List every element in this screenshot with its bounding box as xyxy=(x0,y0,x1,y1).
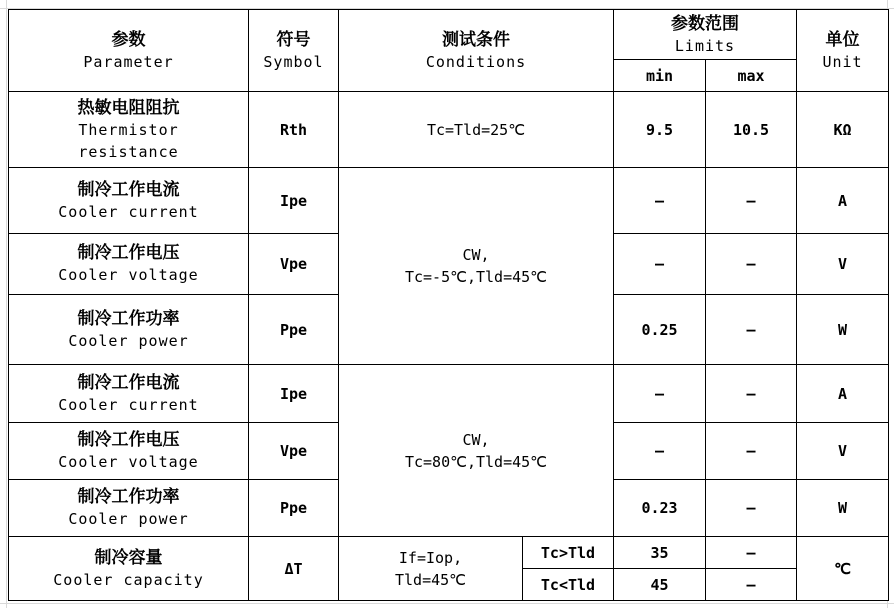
max-cell: – xyxy=(706,168,797,234)
header-parameter-zh: 参数 xyxy=(111,29,146,50)
header-unit xyxy=(797,10,889,92)
condition-line: CW, xyxy=(462,430,490,449)
min-cell: 0.25 xyxy=(614,295,706,365)
condition-cell xyxy=(339,365,614,537)
symbol-cell: Ppe xyxy=(249,295,339,365)
table-row xyxy=(9,365,889,423)
header-limits-en: Limits xyxy=(674,36,736,55)
condition-line: Tld=45℃ xyxy=(394,570,467,589)
max-cell: 10.5 xyxy=(706,92,797,168)
condition-cell xyxy=(339,168,614,365)
param-cell xyxy=(9,480,249,537)
min-cell: 45 xyxy=(614,569,706,601)
param-cell xyxy=(9,365,249,423)
header-max: max xyxy=(706,60,797,92)
header-symbol xyxy=(249,10,339,92)
max-cell: – xyxy=(706,234,797,295)
param-zh: 制冷工作电压 xyxy=(77,243,180,263)
param-cell xyxy=(9,92,249,168)
gridline xyxy=(6,0,7,608)
param-cell xyxy=(9,537,249,601)
subcondition-cell: Tc<Tld xyxy=(523,569,614,601)
header-row xyxy=(9,10,889,60)
param-zh: 热敏电阻阻抗 xyxy=(77,97,180,118)
symbol-cell: Ipe xyxy=(249,168,339,234)
unit-cell: W xyxy=(797,480,889,537)
param-cell xyxy=(9,423,249,480)
condition-line: CW, xyxy=(462,246,490,264)
param-en: Cooler voltage xyxy=(58,453,199,471)
condition-cell xyxy=(339,537,523,601)
table-row xyxy=(9,92,889,168)
max-cell: – xyxy=(706,480,797,537)
header-limits-zh: 参数范围 xyxy=(671,13,739,34)
table-row xyxy=(9,537,889,569)
param-zh: 制冷工作电流 xyxy=(77,179,180,200)
param-en: Thermistor xyxy=(78,120,179,139)
param-cell xyxy=(9,295,249,365)
unit-cell: A xyxy=(797,168,889,234)
unit-cell: KΩ xyxy=(797,92,889,168)
condition-line: If=Iop, xyxy=(398,548,463,567)
header-conditions-zh: 测试条件 xyxy=(442,29,510,50)
table-row xyxy=(9,168,889,234)
header-unit-zh: 单位 xyxy=(825,29,860,50)
subcondition-cell: Tc>Tld xyxy=(523,537,614,569)
max-cell: – xyxy=(706,295,797,365)
header-conditions-en: Conditions xyxy=(425,52,527,71)
param-zh: 制冷工作电压 xyxy=(77,430,180,450)
header-limits xyxy=(614,10,797,60)
min-cell: 0.23 xyxy=(614,480,706,537)
header-symbol-en: Symbol xyxy=(263,52,324,71)
header-parameter-en: Parameter xyxy=(83,52,174,71)
min-cell: 9.5 xyxy=(614,92,706,168)
specification-table xyxy=(8,9,889,601)
symbol-cell: Ppe xyxy=(249,480,339,537)
min-cell: – xyxy=(614,365,706,423)
unit-cell: ℃ xyxy=(797,537,889,601)
max-cell: – xyxy=(706,569,797,601)
symbol-cell: Vpe xyxy=(249,423,339,480)
header-min: min xyxy=(614,60,706,92)
unit-cell: V xyxy=(797,423,889,480)
param-zh: 制冷工作功率 xyxy=(77,308,180,329)
param-en: Cooler current xyxy=(58,395,199,414)
min-cell: 35 xyxy=(614,537,706,569)
param-en: resistance xyxy=(78,142,179,161)
param-en: Cooler voltage xyxy=(58,266,199,284)
param-zh: 制冷容量 xyxy=(94,547,163,568)
header-parameter xyxy=(9,10,249,92)
param-zh: 制冷工作电流 xyxy=(77,372,180,393)
param-en: Cooler power xyxy=(68,510,189,528)
max-cell: – xyxy=(706,423,797,480)
header-symbol-zh: 符号 xyxy=(276,29,311,50)
min-cell: – xyxy=(614,234,706,295)
condition-line: Tc=-5℃,Tld=45℃ xyxy=(404,268,548,286)
unit-cell: W xyxy=(797,295,889,365)
gridline xyxy=(0,603,894,604)
symbol-cell: Vpe xyxy=(249,234,339,295)
param-cell xyxy=(9,234,249,295)
symbol-cell: Ipe xyxy=(249,365,339,423)
param-en: Cooler capacity xyxy=(53,570,204,589)
min-cell: – xyxy=(614,168,706,234)
param-cell xyxy=(9,168,249,234)
param-zh: 制冷工作功率 xyxy=(77,487,180,507)
param-en: Cooler power xyxy=(68,331,189,350)
symbol-cell: ΔT xyxy=(249,537,339,601)
header-unit-en: Unit xyxy=(822,52,863,71)
min-cell: – xyxy=(614,423,706,480)
header-conditions xyxy=(339,10,614,92)
max-cell: – xyxy=(706,365,797,423)
condition-line: Tc=80℃,Tld=45℃ xyxy=(404,452,548,471)
max-cell: – xyxy=(706,537,797,569)
param-en: Cooler current xyxy=(58,202,199,221)
unit-cell: V xyxy=(797,234,889,295)
unit-cell: A xyxy=(797,365,889,423)
symbol-cell: Rth xyxy=(249,92,339,168)
condition-cell: Tc=Tld=25℃ xyxy=(339,92,614,168)
